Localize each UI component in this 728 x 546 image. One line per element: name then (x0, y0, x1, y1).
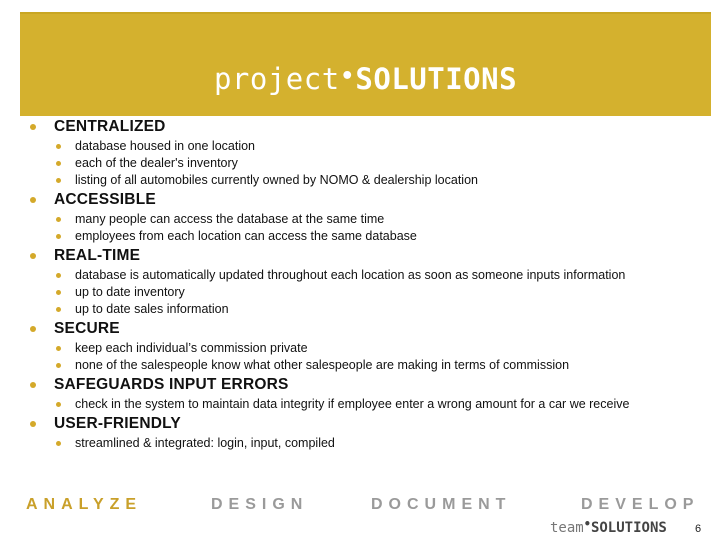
list-item: listing of all automobiles currently owned by NOMO & dealership location (30, 173, 710, 188)
nav-design[interactable]: DESIGN (211, 496, 309, 513)
page-number: 6 (695, 523, 702, 535)
title-prefix: project (213, 62, 340, 96)
list-item: check in the system to maintain data integrity if employee enter a wrong amount for a car we receive (30, 397, 710, 412)
heading-accessible: ACCESSIBLE (30, 190, 710, 210)
list-item: none of the salespeople know what other salespeople are making in terms of commission (30, 358, 710, 373)
list-item: database is automatically updated throughout each location as soon as someone inputs information (30, 268, 710, 283)
slide-title (20, 62, 711, 96)
nav-develop[interactable]: DEVELOP (581, 496, 700, 513)
team-logo-bold: SOLUTIONS (590, 520, 667, 536)
list-item: each of the dealer's inventory (30, 156, 710, 171)
list-item: up to date inventory (30, 285, 710, 300)
heading-secure: SECURE (30, 319, 710, 339)
heading-user-friendly: USER-FRIENDLY (30, 414, 710, 434)
nav-document[interactable]: DOCUMENT (371, 496, 512, 513)
title-bold: SOLUTIONS (355, 62, 518, 96)
list-item: up to date sales information (30, 302, 710, 317)
list-item: employees from each location can access the same database (30, 229, 710, 244)
list-item: streamlined & integrated: login, input, compiled (30, 436, 710, 451)
list-item: database housed in one location (30, 139, 710, 154)
heading-centralized: CENTRALIZED (30, 117, 710, 137)
heading-real-time: REAL-TIME (30, 246, 710, 266)
team-logo-dot: • (583, 517, 591, 531)
nav-analyze[interactable]: ANALYZE (26, 496, 143, 513)
title-dot: • (340, 64, 355, 89)
list-item: many people can access the database at the same time (30, 212, 710, 227)
team-logo (550, 517, 667, 536)
heading-safeguards: SAFEGUARDS INPUT ERRORS (30, 375, 710, 395)
bullet-list (30, 116, 710, 453)
team-logo-prefix: team (550, 520, 584, 536)
title-band (20, 12, 711, 116)
footer-nav (26, 496, 706, 518)
list-item: keep each individual’s commission private (30, 341, 710, 356)
